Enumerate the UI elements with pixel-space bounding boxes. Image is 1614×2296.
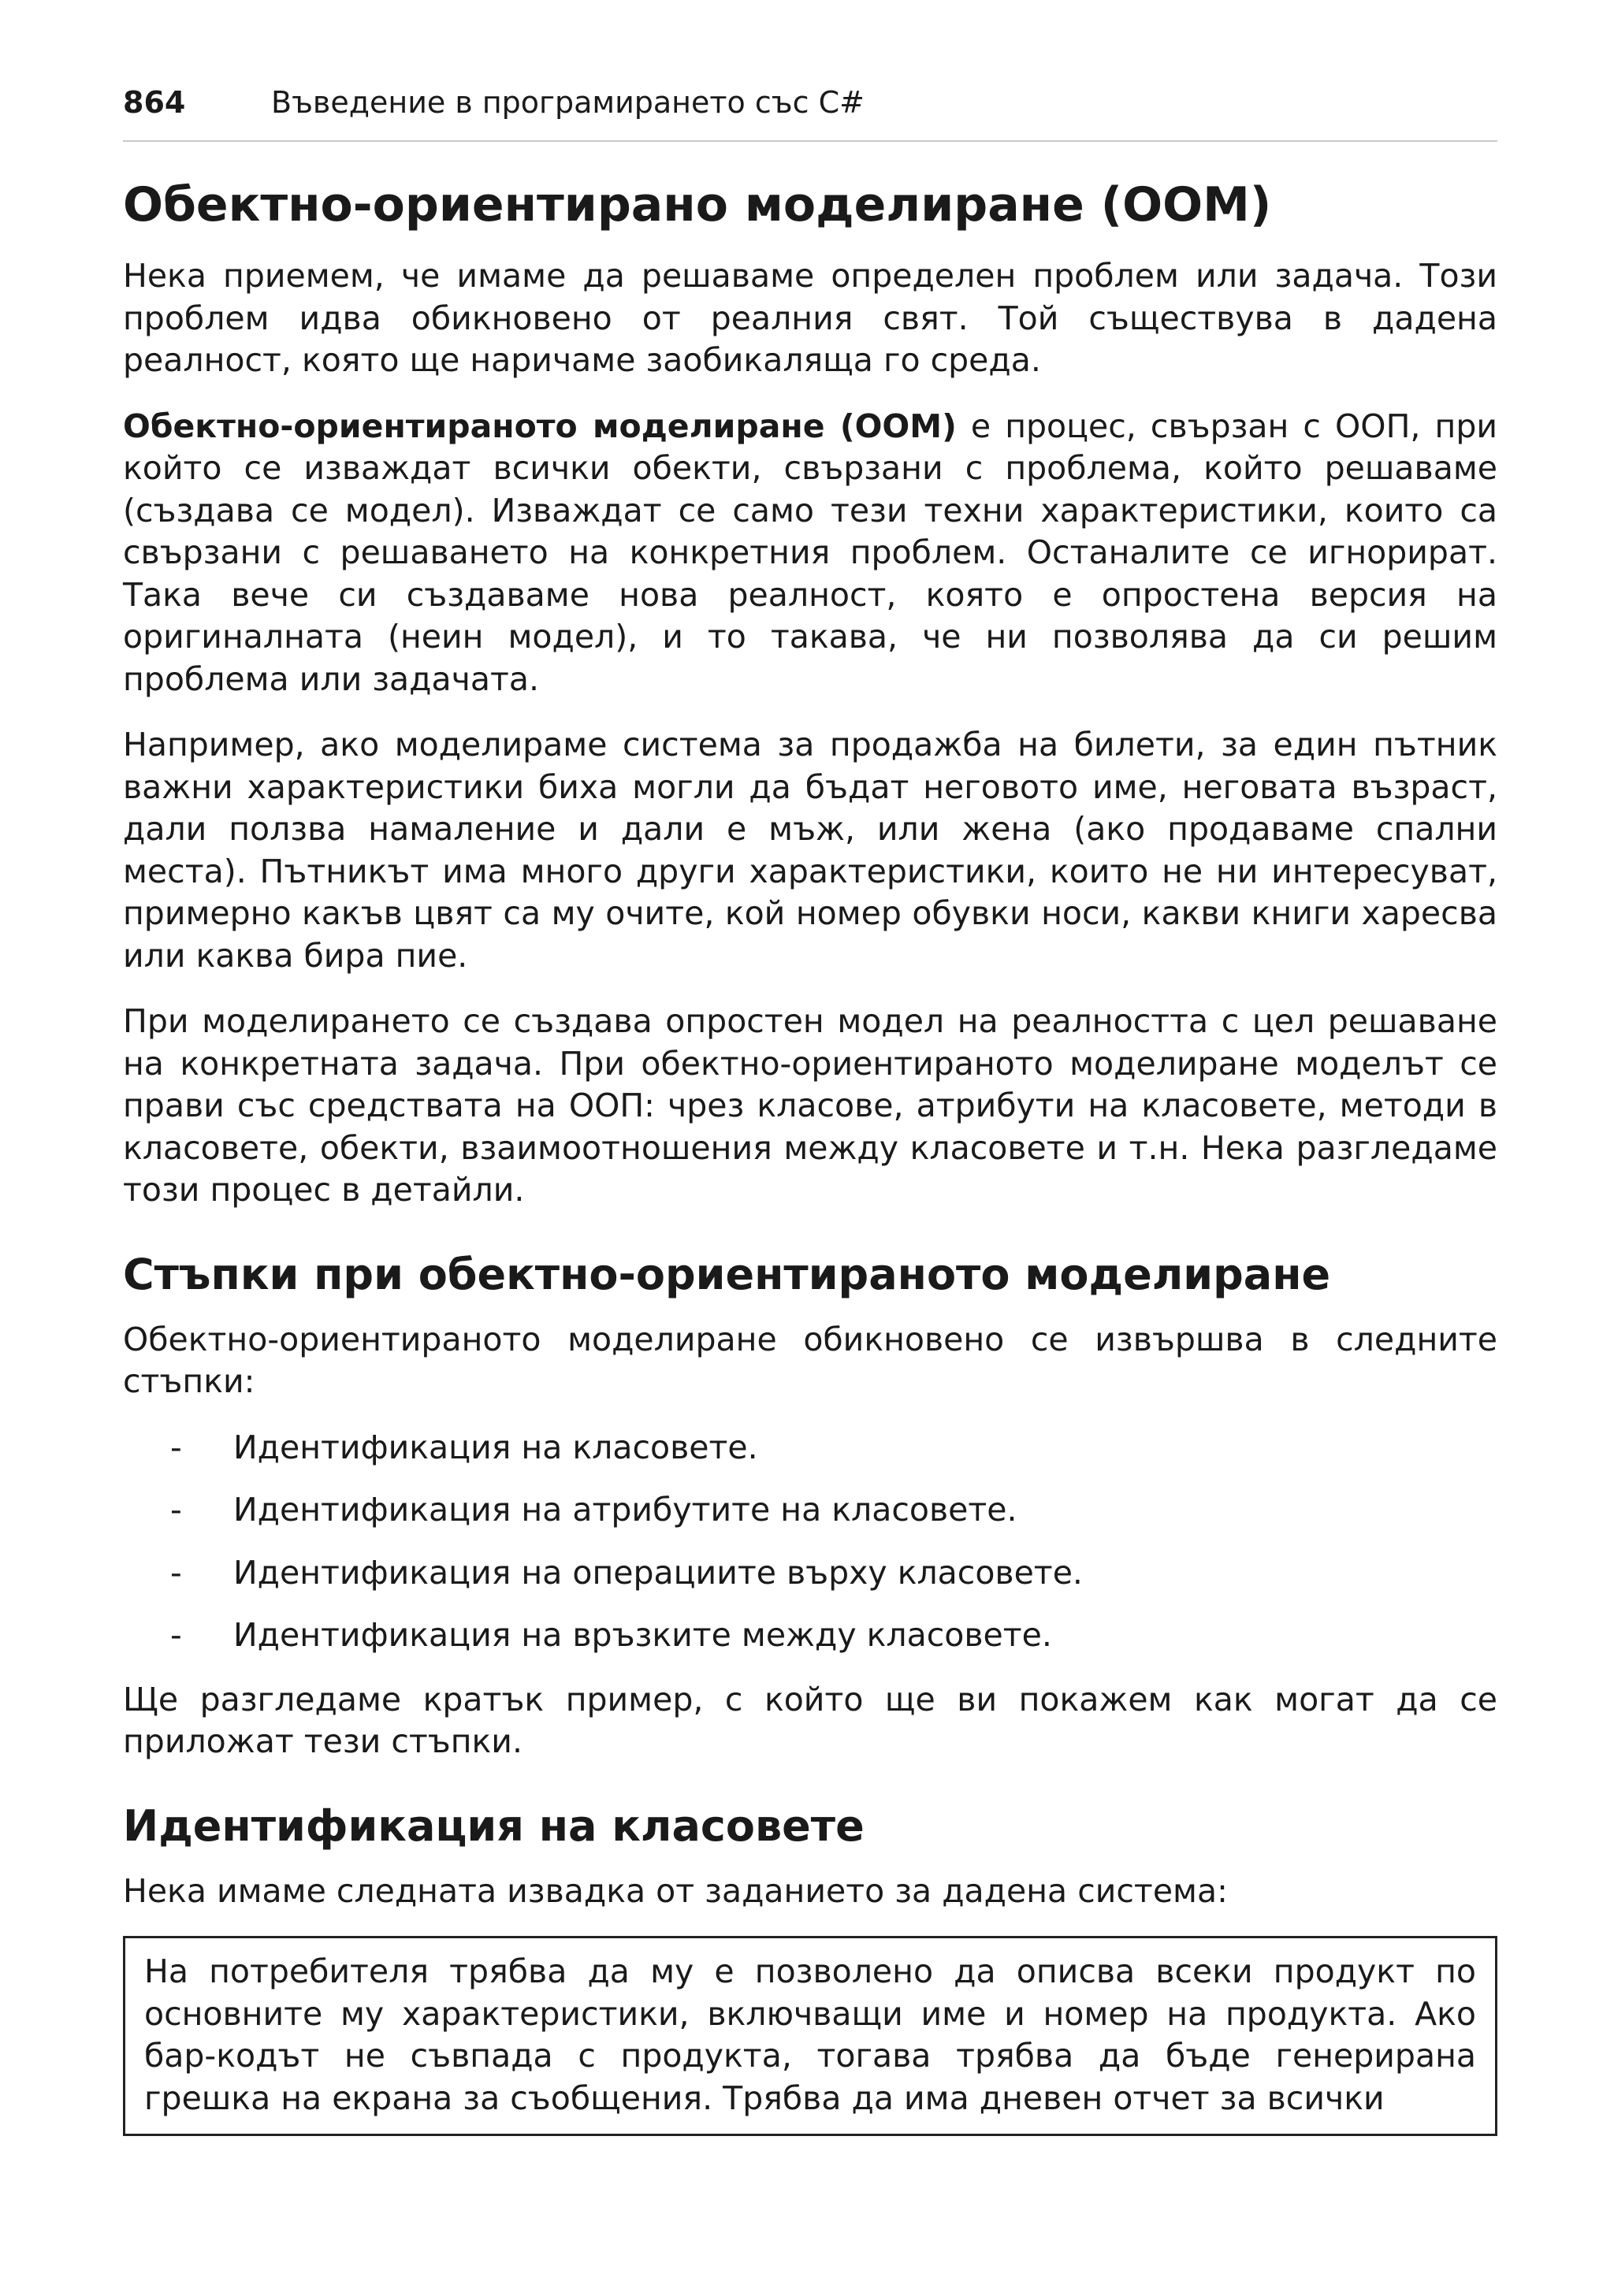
page-content (123, 164, 1497, 2136)
book-title: Въведение в програмирането със C# (271, 85, 865, 120)
paragraph-classes-intro: Нека имаме следната извадка от заданието за дадена система: (123, 1871, 1228, 1910)
list-item-text: Идентификация на операциите върху класовете. (233, 1553, 1083, 1592)
paragraph-oom-modeling: При моделирането се създава опростен модел на реалността с цел решаване на конкретната задача. При обектно-ориентираното моделиране моделът се прави със средствата на ООП: чрез класове, атрибути на класовете, методи в класовете, обекти, взаимоотношения между класовете и т.н. Нека разгледаме този процес в детайли. (123, 1002, 1497, 1209)
steps-list (123, 1427, 1497, 1657)
oom-term: Обектно-ориентираното моделиране (ООМ) (123, 407, 957, 445)
dash-bullet: - (170, 1491, 182, 1529)
list-item (123, 1614, 1497, 1657)
section-title-classes: Идентификация на класовете (123, 1800, 865, 1851)
requirements-excerpt-box (123, 1936, 1497, 2136)
paragraph-oom-intro: Нека приемем, че имаме да решаваме определен проблем или задача. Този проблем идва обикновено от реалния свят. Той съществува в дадена реалност, която ще наричаме заобикаляща го среда. (123, 257, 1497, 379)
list-item (123, 1489, 1497, 1532)
paragraph-steps-outro: Ще разгледаме кратък пример, с който ще ви покажем как могат да се приложат тези стъпки. (123, 1680, 1497, 1760)
section-title-steps: Стъпки при обектно-ориентираното моделиране (123, 1249, 1331, 1299)
oom-definition-text: е процес, свързан с ООП, при който се изваждат всички обекти, свързани с проблема, който решаваме (създава се модел). Изваждат се само тези техни характеристики, които са свързани с решаването на конкретния проблем. Останалите се игнорират. Така вече си създаваме нова реалност, която е опростена версия на оригиналната (неин модел), и то такава, че ни позволява да си решим проблема или задачата. (123, 407, 1497, 698)
section-title-oom: Обектно-ориентирано моделиране (OOM) (123, 177, 1272, 232)
list-item (123, 1552, 1497, 1595)
paragraph-steps-intro: Обектно-ориентираното моделиране обикновено се извършва в следните стъпки: (123, 1320, 1497, 1400)
dash-bullet: - (170, 1553, 182, 1592)
paragraph-oom-example: Например, ако моделираме система за продажба на билети, за един пътник важни характеристики биха могли да бъдат неговото име, неговата възраст, дали ползва намаление и дали е мъж, или жена (ако продаваме спални места). Пътникът има много други характеристики, които не ни интересуват, примерно какъв цвят са му очите, кой номер обувки носи, какви книги харесва или каква бира пие. (123, 726, 1497, 975)
list-item (123, 1427, 1497, 1469)
list-item-text: Идентификация на класовете. (233, 1428, 758, 1466)
list-item-text: Идентификация на връзките между класовете. (233, 1616, 1052, 1654)
list-item-text: Идентификация на атрибутите на класовете. (233, 1491, 1017, 1529)
running-header (123, 79, 1497, 142)
dash-bullet: - (170, 1428, 182, 1466)
requirements-excerpt-text: На потребителя трябва да му е позволено да описва всеки продукт по основните му характеристики, включващи име и номер на продукта. Ако бар-кодът не съвпада с продукта, тогава трябва да бъде генерирана грешка на екрана за съобщения. Трябва да има дневен отчет за всички (144, 1952, 1476, 2117)
dash-bullet: - (170, 1616, 182, 1654)
paragraph-oom-definition (123, 406, 1497, 701)
page-number: 864 (123, 85, 186, 120)
